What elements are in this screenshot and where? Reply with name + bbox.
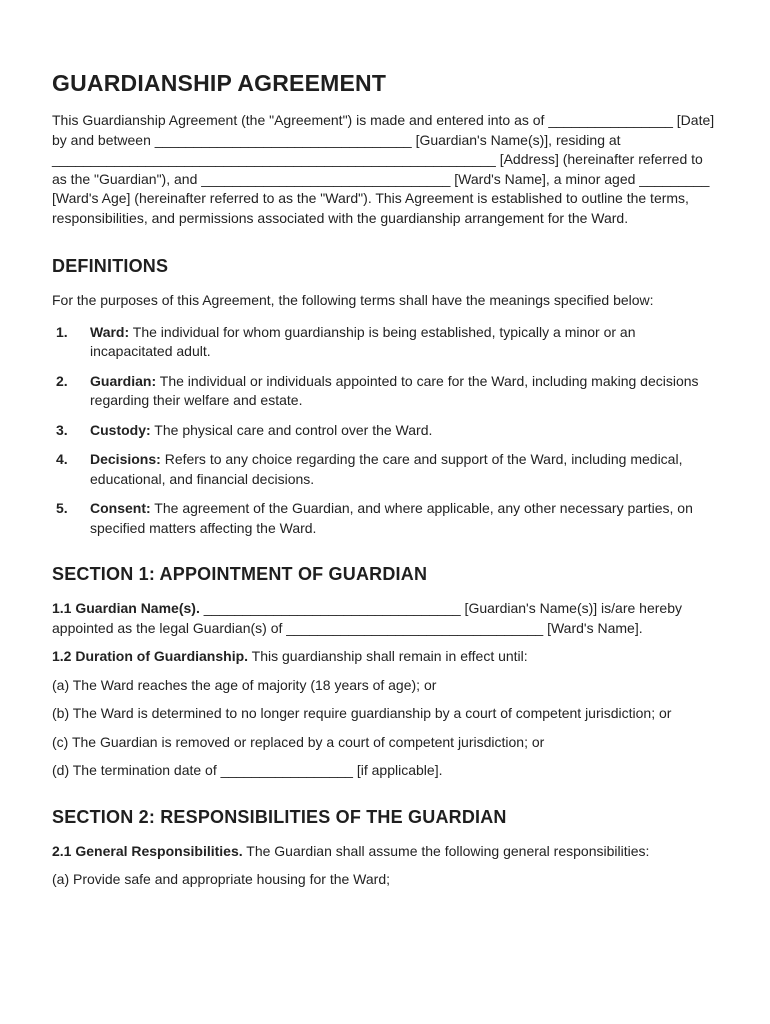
document-title: GUARDIANSHIP AGREEMENT [52, 70, 387, 96]
clause-1-2 [52, 647, 720, 667]
definition-item [52, 323, 720, 362]
item-number: 1. [56, 323, 68, 340]
clause-term: 1.1 Guardian Name(s). [52, 600, 200, 616]
condition-d: (d) The termination date of _________________ [if applicable]. [52, 762, 443, 778]
definition-text: The individual for whom guardianship is being established, typically a minor or an incapacitated adult. [90, 323, 636, 359]
item-number: 4. [56, 451, 68, 467]
section2-heading: SECTION 2: RESPONSIBILITIES OF THE GUARDIAN [52, 806, 507, 827]
definition-text: The individual or individuals appointed to care for the Ward, including making decisions regarding their welfare and estate. [90, 372, 699, 408]
definition-term: Ward: [90, 323, 130, 340]
item-number: 5. [56, 500, 68, 516]
definition-text: The agreement of the Guardian, and where applicable, any other necessary parties, on specified matters affecting the Ward. [90, 500, 693, 536]
clause-text: This guardianship shall remain in effect until: [248, 648, 528, 664]
clause-term: 1.2 Duration of Guardianship. [52, 648, 249, 664]
item-number: 3. [56, 421, 68, 438]
definition-term: Consent: [90, 500, 151, 516]
condition-c: (c) The Guardian is removed or replaced by a court of competent jurisdiction; or [52, 733, 545, 750]
definition-term: Guardian: [90, 372, 157, 389]
definition-term: Decisions: [90, 451, 161, 467]
clause-2-1 [52, 842, 720, 862]
condition-a: (a) The Ward reaches the age of majority (18 years of age); or [52, 676, 437, 693]
definitions-list [52, 323, 720, 539]
definition-item [52, 421, 720, 441]
section1-heading: SECTION 1: APPOINTMENT OF GUARDIAN [52, 564, 428, 584]
definition-item [52, 450, 720, 489]
definition-term: Custody: [90, 421, 151, 438]
definition-item [52, 372, 720, 411]
clause-term: 2.1 General Responsibilities. [52, 842, 243, 859]
definitions-intro: For the purposes of this Agreement, the following terms shall have the meanings specified below: [52, 292, 654, 308]
definition-text: The physical care and control over the Ward. [150, 421, 433, 438]
intro-paragraph: This Guardianship Agreement (the "Agreement") is made and entered into as of ________________ [Date] by and between _________________________________ [Guardian's Name(s)], residing at _________________________________________________________ [Address] (hereinafter referred to as the "Guardian"), and ________________________________ [Ward's Name], a minor aged _________ [Ward's Age] (hereinafter referred to as the "Ward"). This Agreement is established to outline the terms, responsibilities, and permissions associated with the guardianship arrangement for the Ward. [52, 112, 715, 226]
definitions-heading: DEFINITIONS [52, 256, 169, 276]
condition-b: (b) The Ward is determined to no longer require guardianship by a court of competent jurisdiction; or [52, 705, 672, 721]
responsibility-a: (a) Provide safe and appropriate housing for the Ward; [52, 871, 391, 887]
definition-item [52, 499, 720, 538]
clause-text: The Guardian shall assume the following general responsibilities: [242, 842, 650, 859]
definition-text: Refers to any choice regarding the care and support of the Ward, including medical, educational, and financial decisions. [90, 451, 683, 487]
clause-text: _________________________________ [Guardian's Name(s)] is/are hereby appointed as the legal Guardian(s) of _________________________________ [Ward's Name]. [52, 600, 682, 636]
clause-1-1 [52, 599, 720, 638]
item-number: 2. [56, 372, 68, 389]
